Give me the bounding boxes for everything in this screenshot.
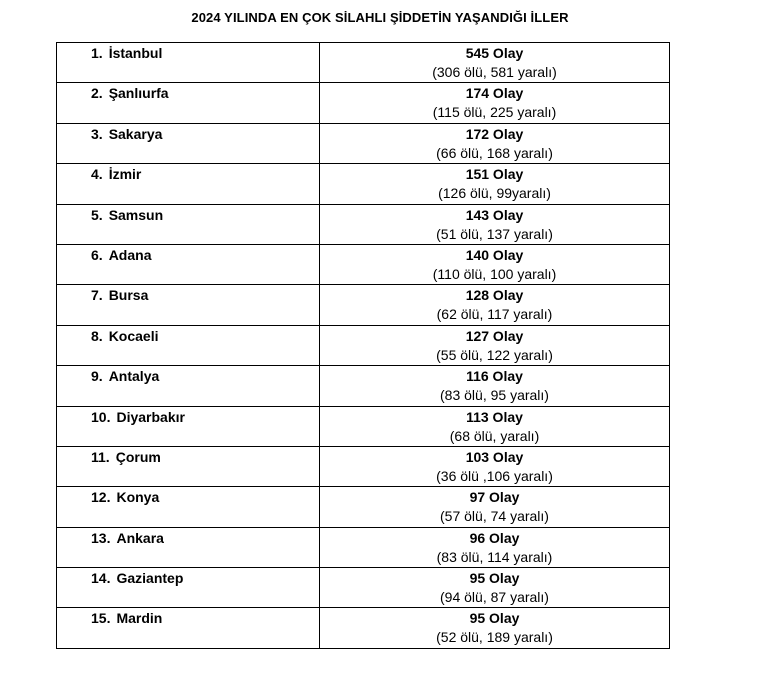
table-row: [57, 325, 670, 365]
city-cell: [57, 43, 320, 83]
rank-number: 1.: [91, 45, 103, 61]
casualty-detail: (306 ölü, 581 yaralı): [432, 64, 557, 80]
city-name: Ankara: [116, 529, 164, 546]
stat-cell: [320, 123, 670, 163]
incident-count: 127 Olay: [465, 327, 524, 344]
city-cell: [57, 487, 320, 527]
city-name: Bursa: [108, 287, 149, 304]
city-name: Adana: [108, 246, 152, 263]
city-cell: [57, 446, 320, 486]
incident-count: 128 Olay: [465, 287, 524, 304]
table-row: [57, 204, 670, 244]
incident-count: 143 Olay: [465, 206, 524, 223]
stat-cell: [320, 204, 670, 244]
city-name: Antalya: [108, 368, 160, 385]
table-row: [57, 164, 670, 204]
city-name: Gaziantep: [116, 570, 184, 587]
city-name: Çorum: [115, 448, 161, 465]
stat-cell: [320, 43, 670, 83]
table-row: [57, 123, 670, 163]
stat-cell: [320, 285, 670, 325]
table-row: [57, 568, 670, 608]
casualty-detail: (83 ölü, 95 yaralı): [440, 387, 549, 404]
city-cell: [57, 527, 320, 567]
city-name: Samsun: [108, 206, 164, 223]
table-row: [57, 487, 670, 527]
stat-cell: [320, 325, 670, 365]
page-title: 2024 YILINDA EN ÇOK SİLAHLI ŞİDDETİN YAŞANDIĞI İLLER: [191, 10, 569, 25]
rank-number: 15.: [91, 610, 111, 627]
table-row: [57, 285, 670, 325]
casualty-detail: (110 ölü, 100 yaralı): [432, 265, 557, 282]
stat-cell: [320, 527, 670, 567]
city-cell: [57, 164, 320, 204]
casualty-detail: (36 ölü ,106 yaralı): [436, 467, 553, 484]
casualty-detail: (51 ölü, 137 yaralı): [436, 225, 553, 242]
incident-count: 95 Olay: [469, 570, 520, 587]
city-name: Sakarya: [108, 125, 163, 142]
rank-number: 3.: [91, 125, 103, 142]
incident-count: 113 Olay: [466, 408, 523, 425]
rank-number: 5.: [91, 206, 103, 223]
casualty-detail: (68 ölü, yaralı): [449, 427, 540, 444]
incident-count: 97 Olay: [469, 489, 520, 506]
table-row: [57, 446, 670, 486]
table-body: [57, 43, 670, 649]
city-cell: [57, 608, 320, 648]
city-cell: [57, 568, 320, 608]
stat-cell: [320, 568, 670, 608]
incident-count: 116 Olay: [466, 368, 523, 385]
casualty-detail: (57 ölü, 74 yaralı): [440, 508, 549, 525]
rank-number: 9.: [91, 368, 103, 385]
incident-count: 95 Olay: [469, 610, 520, 627]
city-name: Mardin: [116, 610, 163, 627]
city-cell: [57, 285, 320, 325]
rank-number: 14.: [91, 570, 111, 587]
rank-number: 10.: [91, 408, 111, 425]
table-row: [57, 83, 670, 123]
casualty-detail: (62 ölü, 117 yaralı): [436, 306, 553, 323]
incident-count: 545 Olay: [465, 45, 524, 61]
rank-number: 12.: [91, 489, 111, 506]
city-name: Konya: [116, 489, 160, 506]
rank-number: 6.: [91, 246, 103, 263]
rank-number: 2.: [91, 85, 103, 102]
casualty-detail: (126 ölü, 99yaralı): [438, 185, 551, 202]
rank-number: 7.: [91, 287, 103, 304]
stat-cell: [320, 83, 670, 123]
city-name: İzmir: [108, 166, 142, 183]
incident-count: 172 Olay: [465, 125, 524, 142]
casualty-detail: (52 ölü, 189 yaralı): [436, 629, 553, 646]
city-cell: [57, 325, 320, 365]
table-row: [57, 244, 670, 284]
city-cell: [57, 204, 320, 244]
incident-count: 174 Olay: [465, 85, 524, 102]
incident-count: 103 Olay: [465, 448, 524, 465]
incident-count: 140 Olay: [465, 246, 524, 263]
casualty-detail: (83 ölü, 114 yaralı): [436, 548, 553, 565]
rank-number: 13.: [91, 529, 111, 546]
stat-cell: [320, 244, 670, 284]
table-row: [57, 43, 670, 83]
table-row: [57, 406, 670, 446]
city-cell: [57, 83, 320, 123]
city-name: Şanlıurfa: [108, 85, 169, 102]
table-row: [57, 527, 670, 567]
incident-count: 151 Olay: [465, 166, 524, 183]
rank-number: 8.: [91, 327, 103, 344]
cities-table: [56, 42, 670, 649]
city-name: Diyarbakır: [116, 408, 185, 425]
stat-cell: [320, 366, 670, 406]
city-cell: [57, 406, 320, 446]
casualty-detail: (55 ölü, 122 yaralı): [436, 346, 553, 363]
casualty-detail: (115 ölü, 225 yaralı): [432, 104, 557, 121]
incident-count: 96 Olay: [469, 529, 520, 546]
stat-cell: [320, 446, 670, 486]
rank-number: 4.: [91, 166, 103, 183]
city-name: Kocaeli: [108, 327, 159, 344]
stat-cell: [320, 487, 670, 527]
city-cell: [57, 244, 320, 284]
table-row: [57, 366, 670, 406]
stat-cell: [320, 608, 670, 648]
stat-cell: [320, 406, 670, 446]
casualty-detail: (94 ölü, 87 yaralı): [440, 589, 549, 606]
casualty-detail: (66 ölü, 168 yaralı): [436, 144, 553, 161]
rank-number: 11.: [91, 448, 110, 465]
stat-cell: [320, 164, 670, 204]
city-cell: [57, 366, 320, 406]
table-row: [57, 608, 670, 648]
city-cell: [57, 123, 320, 163]
city-name: İstanbul: [108, 45, 163, 61]
